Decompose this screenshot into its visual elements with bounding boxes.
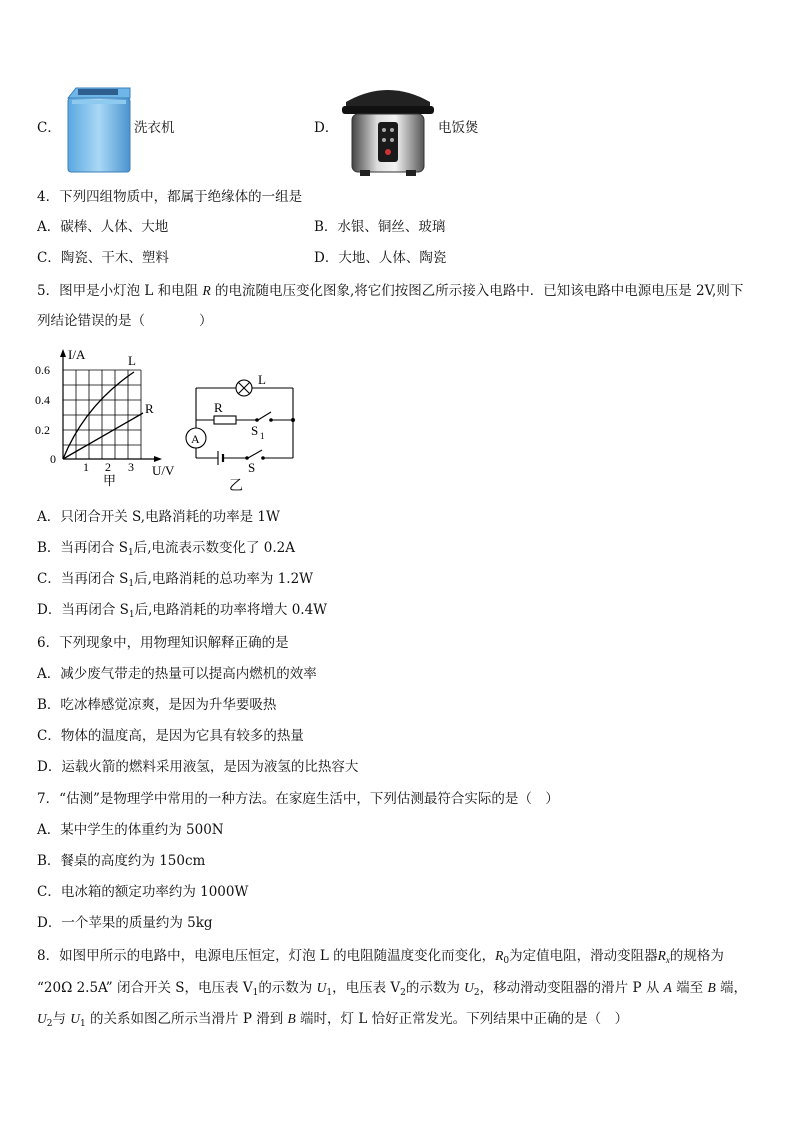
resistor-label: R xyxy=(214,400,223,415)
xtick-3: 3 xyxy=(128,460,134,474)
q8-stem-line2: “20Ω 2.5A” 闭合开关 S，电压表 $V_1$的示数为 $U_1$，电压表 $V_2$的示数为 $U_2$，移动滑动变阻器的滑片 P 从 A 端至 B 端， xyxy=(37,980,748,998)
q7-option-c: C．电冰箱的额定功率约为 1000W xyxy=(37,884,249,900)
q5-stem-line2: 列结论错误的是（ ） xyxy=(37,313,213,329)
curve-r-label: R xyxy=(145,401,154,416)
q6-option-c: C．物体的温度高，是因为它具有较多的热量 xyxy=(37,728,304,744)
q5-option-c: C．当再闭合 $S_1$后,电路消耗的总功率为 1.2W xyxy=(37,571,314,589)
q8-stem-line3: $U_2$与 $U_1$ 的关系如图乙所示当滑片 P 滑到 B 端时，灯 L 恰好正常发光。下列结果中正确的是（ ） xyxy=(37,1011,629,1029)
q7-option-b: B．餐桌的高度约为 150cm xyxy=(37,853,206,869)
lamp-label: L xyxy=(258,372,266,387)
ytick-0.4: 0.4 xyxy=(35,393,50,407)
washing-machine-icon xyxy=(62,84,136,176)
q7-stem: 7．“估测”是物理学中常用的一种方法。在家庭生活中，下列估测最符合实际的是（ ） xyxy=(37,791,559,807)
q6-stem: 6．下列现象中，用物理知识解释正确的是 xyxy=(37,635,289,651)
ytick-0: 0 xyxy=(50,452,56,466)
q4-option-a: A．碳棒、人体、大地 xyxy=(37,219,169,235)
q5-option-b: B．当再闭合 $S_1$后,电流表示数变化了 0.2A xyxy=(37,540,296,558)
curve-l-label: L xyxy=(128,353,136,368)
rice-cooker-icon xyxy=(338,80,438,178)
q5-iu-graph xyxy=(30,345,190,495)
q6-option-d: D．运载火箭的燃料采用液氢，是因为液氢的比热容大 xyxy=(37,759,359,775)
q5-stem-line1: 5．图甲是小灯泡 L 和电阻 R 的电流随电压变化图象,将它们按图乙所示接入电路中．已知该电路中电源电压是 2V,则下 xyxy=(37,283,744,299)
q4-option-b: B．水银、铜丝、玻璃 xyxy=(314,219,446,235)
q5-circuit-diagram xyxy=(176,368,306,496)
ytick-0.2: 0.2 xyxy=(35,423,50,437)
ammeter-label: A xyxy=(191,432,200,446)
graph-caption: 甲 xyxy=(103,473,117,488)
q7-option-a: A．某中学生的体重约为 500N xyxy=(37,822,224,838)
switch-s1-sub: 1 xyxy=(260,431,265,441)
q6-option-b: B．吃冰棒感觉凉爽，是因为升华要吸热 xyxy=(37,697,277,713)
q7-option-d: D．一个苹果的质量约为 5kg xyxy=(37,915,213,931)
q3-option-d-text: 电饭煲 xyxy=(438,120,479,136)
q3-option-d-label: D． xyxy=(314,120,339,136)
switch-s-label: S xyxy=(248,460,256,475)
q5-option-d: D．当再闭合 $S_1$后,电路消耗的功率将增大 0.4W xyxy=(37,602,328,620)
circuit-caption: 乙 xyxy=(229,479,243,494)
q4-option-c: C．陶瓷、干木、塑料 xyxy=(37,250,169,266)
ytick-0.6: 0.6 xyxy=(35,363,50,377)
graph-xlabel: U/V xyxy=(152,463,175,478)
xtick-2: 2 xyxy=(105,460,111,474)
q5-option-a: A．只闭合开关 S,电路消耗的功率是 1W xyxy=(37,509,280,525)
xtick-1: 1 xyxy=(83,460,89,474)
q4-option-d: D．大地、人体、陶瓷 xyxy=(314,250,447,266)
switch-s1-label: S xyxy=(251,423,259,438)
q3-option-c-text: 洗衣机 xyxy=(134,120,175,136)
q3-option-c-label: C． xyxy=(37,120,61,136)
q4-stem: 4．下列四组物质中，都属于绝缘体的一组是 xyxy=(37,189,303,205)
graph-ylabel: I/A xyxy=(68,347,86,362)
q6-option-a: A．减少废气带走的热量可以提高内燃机的效率 xyxy=(37,666,317,682)
q8-stem-line1: 8．如图甲所示的电路中，电源电压恒定，灯泡 L 的电阻随温度变化而变化，$R_0$为定值电阻，滑动变阻器$R_x$的规格为 xyxy=(37,948,724,966)
